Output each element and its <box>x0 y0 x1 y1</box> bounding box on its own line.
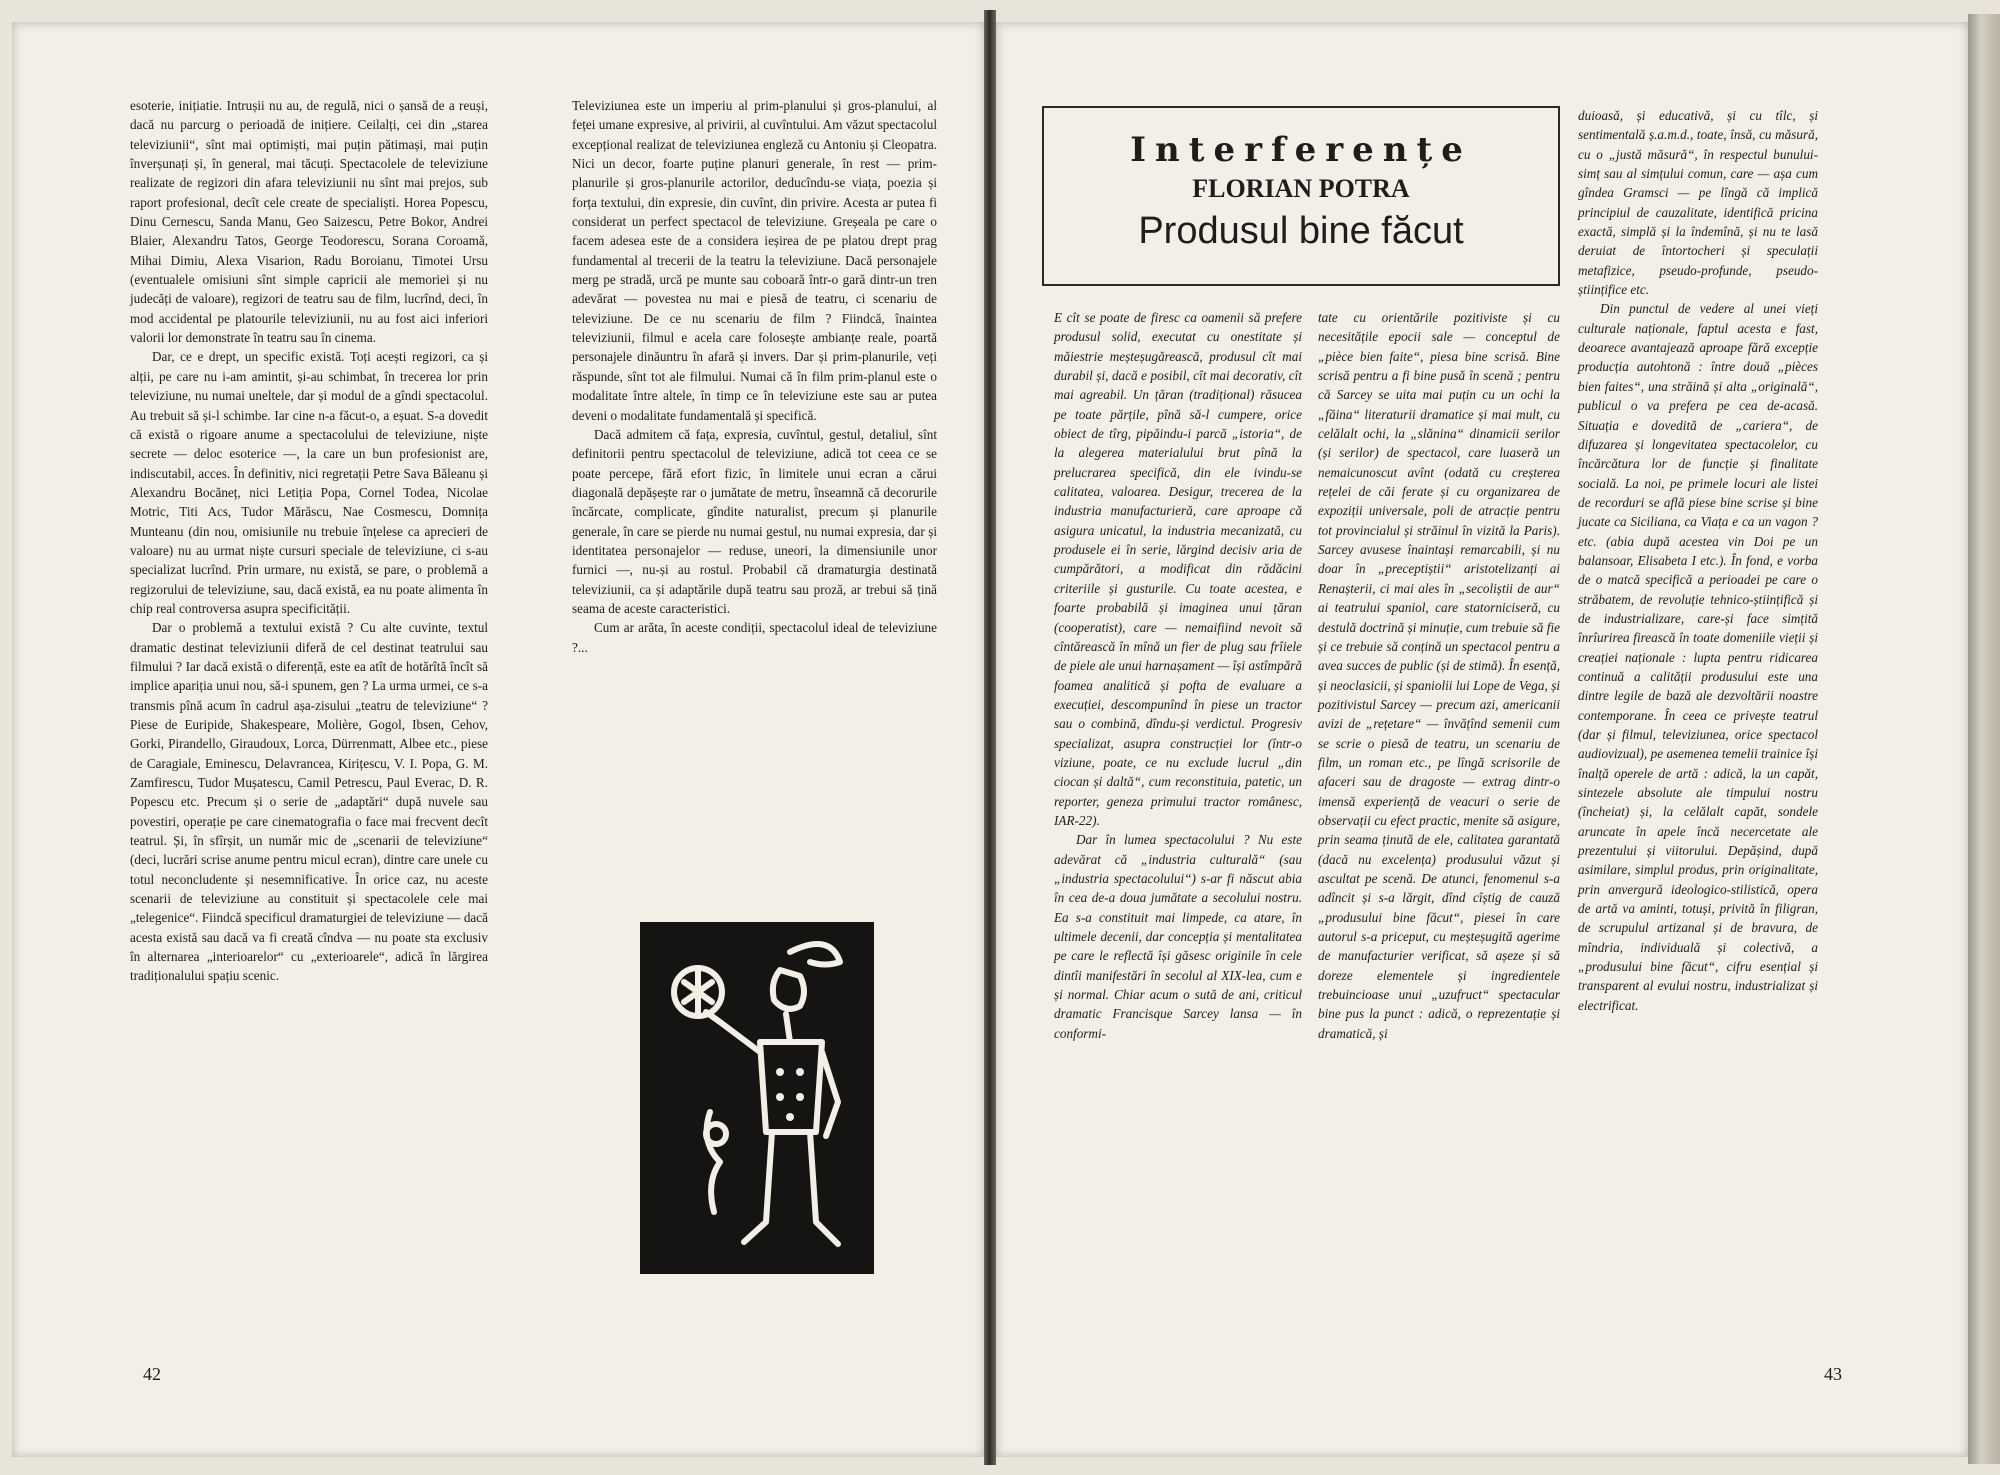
paragraph: Cum ar arăta, în aceste condiții, spectacolul ideal de televiziune ?... <box>572 620 937 655</box>
book-page-edges <box>1968 14 2000 1464</box>
article-title: Produsul bine făcut <box>1138 210 1464 252</box>
left-column-1 <box>130 96 488 986</box>
paragraph: Dar o problemă a textului există ? Cu alte cuvinte, textul dramatic destinat televiziunii diferă de cel destinat teatrului sau filmului ? Iar dacă există o diferență, este ea atît de hotărîtă încît să implice apariția unui nou, să-i spunem, gen ? La urma urmei, ce s-a transmis pînă acum în cadrul așa-zisului „teatru de televiziune“ ? Piese de Euripide, Shakespeare, Molière, Gogol, Ibsen, Cehov, Gorki, Pirandello, Giraudoux, Lorca, Dürrenmatt, Albee etc., piese de Caragiale, Eminescu, Delavrancea, Kirițescu, V. I. Popa, G. M. Zamfirescu, Tudor Mușatescu, Camil Petrescu, Paul Everac, D. R. Popescu etc. Precum și o serie de „adaptări“ după nuvele sau povestiri, operație pe care cinematografia o face mai frecvent decît teatrul. Și, în sfîrșit, un număr mic de „scenarii de televiziune“ (deci, lucrări scrise anume pentru micul ecran), dintre care unele cu totul neconcludente și nesemnificative. În orice caz, nu aceste scenarii de televiziune au constituit și spectacolele cele mai „telegenice“. Fiindcă specificul dramaturgiei de televiziune — dacă acesta există sau dacă va fi creată cîndva — nu poate sta exclusiv în alternarea „interioarelor“ cu „exterioarele“, adică în lărgirea tradiționalului spațiu scenic. <box>130 620 488 984</box>
paragraph: esoterie, inițiatie. Intrușii nu au, de regulă, nici o șansă de a reuși, dacă nu parcurg o perioadă de inițiere. Ceilalți, cei din „starea televiziunii“, sînt mai optimiști, mai puțin pătimași, mai puțin înverșunați și, în general, mai tăcuți. Spectacolele de televiziune realizate de regizori din afara televiziunii nu sînt mai prejos, sub raport profesional, decît cele create de specialiști. Horea Popescu, Dinu Cernescu, Sanda Manu, Geo Saizescu, Petre Bokor, Andrei Blaier, Alexandru Tatos, George Teodorescu, Sorana Coroamă, Mihai Dimiu, Alexa Visarion, Radu Boroianu, Timotei Ursu (eventualele omisiuni sînt simple capricii ale memoriei și nu judecăți de valoare), regizori de teatru sau de film, lucrînd, deci, în mod accidental pe platourile televiziunii, nu au fost aici inferiori valorii lor demonstrate în teatru sau în cinema. <box>130 98 488 346</box>
right-column-2 <box>1318 308 1560 1043</box>
right-column-1 <box>1054 308 1302 1043</box>
page-number: 43 <box>1824 1364 1842 1384</box>
paragraph: E cît se poate de firesc ca oamenii să prefere produsul solid, executat cu onestitate și măiestrie meșteșugărească, produsul cît mai durabil și, dacă e posibil, cît mai decorativ, cît mai agreabil. Un țăran (tradițional) răsucea pe toate părțile, pînă să-l cumpere, orice obiect de tîrg, pipăindu-i parcă „istoria“, de la alegerea materialului brut pînă la prelucrarea specifică, din ele ivindu-se calitatea, valoarea. Desigur, trecerea de la industria manufacturieră, care aproape că asigura unicatul, la industria mecanizată, cu produsele ei în serie, lărgind decisiv aria de cumpărători, a modificat din rădăcini criteriile și gusturile. Cu toate acestea, e foarte probabilă și imaginea unui țăran (cooperatist), care — nemaifiind nevoit să cîntărească în mînă un fier de plug sau frîiele de piele ale unui harnașament — își astîmpără foamea analitică și pofta de evaluare a execuției, descompunînd în piese un tractor sau o combină, dîndu-și verdictul. Progresiv specializat, asupra construcției lor (într-o viziune, poate, ce nu exclude lucrul „din ciocan și daltă“, cum reconstituia, patetic, un reporter, geneza primului tractor românesc, IAR-22). <box>1054 310 1302 828</box>
paragraph: duioasă, și educativă, și cu tîlc, și sentimentală ș.a.m.d., toate, însă, cu măsură, cu o „justă măsură“, în respectul bunului-simț sau al simțului comun, care — așa cum gîndea Gramsci — pe lîngă că implică principiul de cauzalitate, identifică pricina exactă, simplă și la îndemînă, și nu te lasă deruiat de întortocheri și speculații metafizice, pseudo-profunde, pseudo-științifice etc. <box>1578 108 1818 298</box>
article-title-box <box>1042 106 1560 286</box>
paragraph: Televiziunea este un imperiu al prim-planului și gros-planului, al feței umane expresive, al privirii, al cuvîntului. Am văzut spectacolul excepțional realizat de televiziunea engleză cu Antoniu și Cleopatra. Nici un decor, foarte puține planuri generale, în rest — prim-planurile și gros-planurile actorilor, deducîndu-se viața, poezia și forța textului, din expresie, din cuvînt, din privire. Acesta ar putea fi considerat un perfect spectacol de televiziune. Greșeala pe care o facem adesea este de a considera ieșirea de pe platou drept prag fundamental al trecerii de la teatru la televiziune. Dacă personajele merg pe stradă, urcă pe munte sau coboară într-o gară dintr-un tren adevărat — povestea nu mai e piesă de teatru, ci scenariu de televiziune. De ce nu scenariu de film ? Fiindcă, înaintea televiziunii, filmul e acela care folosește ambianțe reale, poartă personajele dinăuntru în afară și invers. Dar și prim-planurile, veți răspunde, sînt tot ale filmului. Numai că în film prim-planul este o modalitate între altele, în timp ce în televiziune este sau ar putea deveni o modalitate fundamentală și specifică. <box>572 98 937 423</box>
page-right <box>996 22 1968 1457</box>
paragraph: Dacă admitem că fața, expresia, cuvîntul, gestul, detaliul, sînt definitorii pentru spectacolul de televiziune, adică tot ceea ce se poate percepe, fără efort fizic, în limitele unui ecran a cărui diagonală depășește rar o jumătate de metru, înseamnă că decorurile încărcate, complicate, gîndite naturalist, precum și planurile generale, în care se pierde nu numai gestul, nu numai expresia, dar și identitatea personajelor — reduse, uneori, la dimensiunile unor furnici —, nu-și au rostul. Probabil că dramaturgia destinată televiziunii, ca și adaptările după teatru sau proză, ar trebui să țină seama de aceste caracteristici. <box>572 426 937 616</box>
page-left <box>12 22 984 1457</box>
woodcut-illustration <box>640 922 874 1274</box>
paragraph: tate cu orientările pozitiviste și cu necesitățile epocii sale — conceptul de „pièce bien faite“, piesa bine scrisă. Bine scrisă pentru a fi bine pusă în scenă ; pentru că Sarcey se uita mai puțin cu un ochi la „făina“ literaturii dramatice și mai mult, cu celălalt ochi, la „slănina“ dinamicii serilor (și serilor) de spectacol, care luaseră un nemaicunoscut avînt (odată cu creșterea rețelei de căi ferate și cu organizarea de expoziții universale, poli de atracție pentru tot provincialul și străinul în vizită la Paris). Sarcey avusese înaintași remarcabili, și nu doar în „preceptiștii“ aristotelizanți ai Renașterii, ci mai ales în „secoliștii de aur“ ai teatrului spaniol, care statorniciseră, cu destulă doctrină și minuție, cum trebuie să fie și ce trebuie să conțină un spectacol pentru a avea succes de public (și de stimă). În esență, și neoclasicii, și spaniolii lui Lope de Vega, și pozitivistul Sarcey — precum azi, americanii avizi de „rețetare“ — învățînd semenii cum se scrie o piesă de teatru, un scenariu de film, un roman etc., pe lîngă scrisorile de afaceri sau de dragoste — extrag dintr-o imensă experiență de veacuri o serie de observații cu efect practic, menite să asigure, prin seama ținută de ele, calitatea garantată (dacă nu excelența) produsului văzut și ascultat pe scenă. De atunci, fenomenul s-a adîncit și s-a lărgit, dînd cîștig de cauză „produsului bine făcut“, piesei în care autorul s-a priceput, cu meșteșugită agerime de manufacturier verificat, să așeze și să doreze elementele și ingredientele trebuincioase unui „uzufruct“ spectacular bine pus la punct : adică, o reprezentație și dramatică, și <box>1318 310 1560 1041</box>
book-gutter <box>984 10 996 1465</box>
paragraph: Din punctul de vedere al unei vieți culturale naționale, faptul acesta e fast, deoarece avantajează aproape fără excepție producția autohtonă : între două „pièces bien faites“, una străină și alta „originală“, publicul o va prefera pe cea de-acasă. Situația e dovedită de „cariera“, de difuzarea și longevitatea spectacolelor, cu încărcătura lor de funcție și finalitate socială. La noi, pe primele locuri ale listei de recorduri se află piese bine scrise și bine jucate ca Siciliana, ca Viața e ca un vagon ? etc. (abia după acestea vin Doi pe un balansoar, Elisabeta I etc.). În fond, e vorba de o matcă specifică a perioadei pe care o străbatem, de revoluție tehnico-științifică și de industrializare, care-și face simțită înrîurirea firească în toate domeniile vieții și creației naționale : lupta pentru ridicarea continuă a calității produsului este una dintre legile de bază ale dezvoltării noastre contemporane. În ceea ce privește teatrul (dar și filmul, televiziunea, orice spectacol audiovizual), pe asemenea temelii trainice își înalță operele de artă : adică, la un capăt, sintezele absolute ale timpului nostru (încheiat) și, la celălalt capăt, sondele aruncate în apele încă necercetate ale prezentului și viitorului. Depășind, după asimilare, simplul produs, prin originalitate, prin anvergură ideologico-stilistică, opera de artă va aminti, totuși, privită în filigran, de scrupulul artizanal și de bravura, de mîndria, individuală și colectivă, a „produsului bine făcut“, cifru esențial și transparent al evului nostru, industrializat și electrificat. <box>1578 301 1818 1013</box>
paragraph: Dar, ce e drept, un specific există. Toți acești regizori, ca și alții, pe care nu i-am amintit, și-au schimbat, în trecerea lor prin televiziune, nu numai uneltele, dar și modul de a gîndi spectacolul. Au trebuit să și-l schimbe. Iar cine n-a făcut-o, a eșuat. S-a dovedit că există o rigoare anume a spectacolului de televiziune, niște secrete — deloc esoterice —, la care un bun profesionist are, indiscutabil, acces. În definitiv, nici regretații Petre Sava Băleanu și Alexandru Bocăneț, nici Letiția Popa, Cornel Todea, Nicolae Motric, Titi Acs, Tudor Mărăscu, Nae Cosmescu, Domnița Munteanu (din nou, omisiunile nu trebuie înțelese ca aprecieri de valoare) nu au urmat niște cursuri speciale de televiziune, ci s-au specializat lucrînd. Prin urmare, nu există, se pare, o problemă a regizorului de televiziune, sau, dacă există, ea nu poate alimenta în chip real controversa asupra specificității. <box>130 349 488 616</box>
jester-figure-illustration <box>640 922 874 1274</box>
section-heading: Interferențe <box>1130 130 1472 170</box>
page-number: 42 <box>143 1364 161 1384</box>
paragraph: Dar în lumea spectacolului ? Nu este adevărat că „industria culturală“ (sau „industria spectacolului“) s-ar fi născut abia în cea de-a doua jumătate a secolului nostru. Ea s-a constituit mai limpede, ca atare, în ultimele decenii, dar concepția și mentalitatea pe care le reflectă își găsesc originile în cele dintîi manifestări în secolul al XIX-lea, cum e și normal. Chiar acum o sută de ani, criticul dramatic Francisque Sarcey lansa — în conformi- <box>1054 832 1302 1041</box>
right-column-3 <box>1578 106 1818 1015</box>
left-column-2 <box>572 96 937 657</box>
author-name: FLORIAN POTRA <box>1192 174 1410 203</box>
